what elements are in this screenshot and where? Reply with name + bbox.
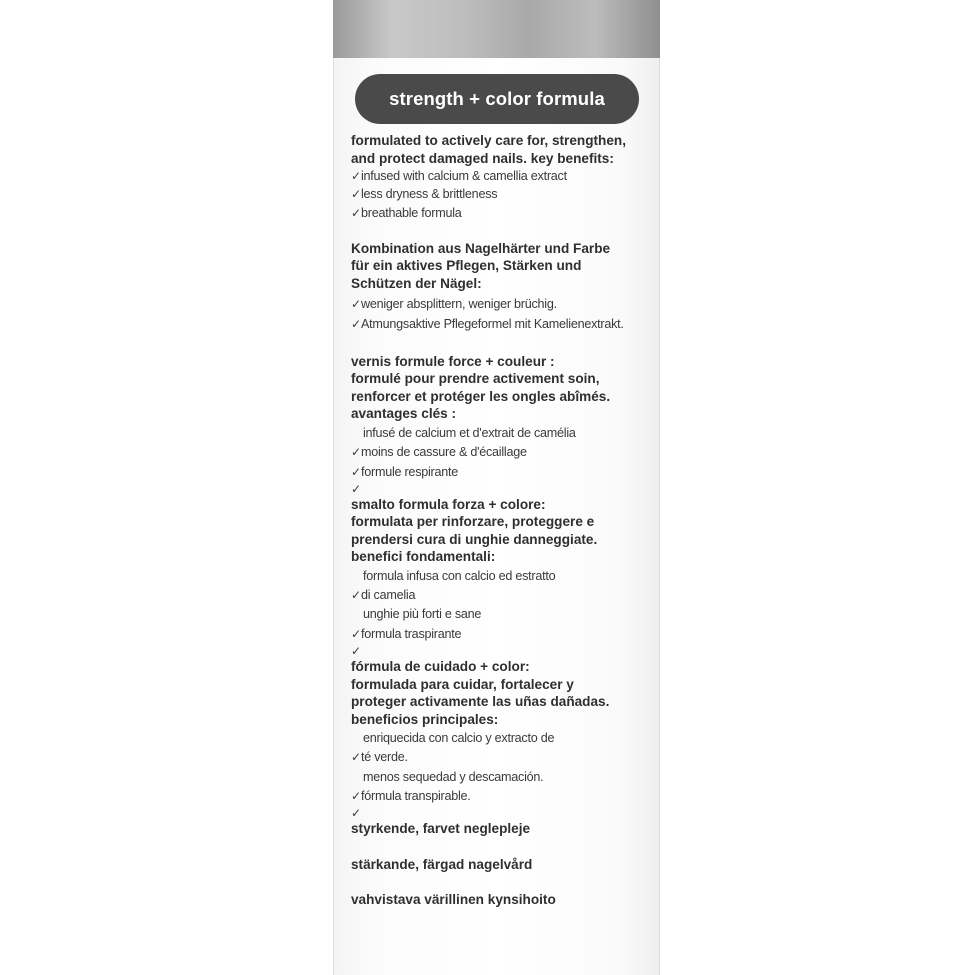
checkmark-icon: ✓ bbox=[351, 205, 361, 220]
french-section bbox=[351, 353, 656, 496]
checkmark-icon: ✓ bbox=[351, 806, 362, 821]
checkmark-icon: ✓ bbox=[351, 169, 361, 183]
french-heading-line: formulé pour prendre activement soin, bbox=[351, 371, 600, 387]
french-heading-line: avantages clés : bbox=[351, 406, 457, 422]
english-section bbox=[351, 132, 656, 223]
english-benefit: ✓breathable formula bbox=[351, 204, 656, 223]
italian-benefit: ✓di camelia bbox=[351, 586, 656, 605]
english-heading-line: formulated to actively care for, strengthen, bbox=[351, 133, 626, 148]
finnish-heading: vahvistava värillinen kynsihoito bbox=[351, 892, 556, 908]
spanish-heading-line: formulada para cuidar, fortalecer y bbox=[351, 676, 574, 692]
checkmark-icon: ✓ bbox=[351, 750, 361, 765]
italian-benefit: formula infusa con calcio ed estratto bbox=[363, 568, 556, 583]
french-heading-line: renforcer et protéger les ongles abîmés. bbox=[351, 388, 611, 404]
german-heading-line: für ein aktives Pflegen, Stärken und bbox=[351, 258, 582, 274]
german-heading-line: Schützen der Nägel: bbox=[351, 275, 482, 291]
italian-heading-line: benefici fondamentali: bbox=[351, 549, 496, 565]
checkmark-icon: ✓ bbox=[351, 464, 361, 479]
english-benefit: ✓less dryness & brittleness bbox=[351, 185, 656, 204]
spanish-heading-line: proteger activamente las uñas dañadas. bbox=[351, 694, 610, 710]
product-box-side-panel bbox=[333, 0, 660, 975]
swedish-heading: stärkande, färgad nagelvård bbox=[351, 856, 533, 872]
spanish-heading-line: beneficios principales: bbox=[351, 711, 499, 727]
checkmark-icon: ✓ bbox=[351, 481, 362, 496]
formula-badge: strength + color formula bbox=[355, 74, 639, 124]
french-heading-line: vernis formule force + couleur : bbox=[351, 353, 555, 369]
checkmark-icon: ✓ bbox=[351, 187, 361, 202]
french-benefit: ✓moins de cassure & d'écaillage bbox=[351, 443, 656, 462]
english-benefit: ✓infused with calcium & camellia extract bbox=[351, 167, 656, 186]
checkmark-icon: ✓ bbox=[351, 316, 361, 331]
spanish-section bbox=[351, 658, 656, 820]
spanish-benefit: menos sequedad y descamación. bbox=[363, 769, 544, 784]
product-description bbox=[351, 132, 656, 909]
italian-heading-line: prendersi cura di unghie danneggiate. bbox=[351, 531, 598, 547]
silver-cap bbox=[333, 0, 660, 58]
spanish-heading-line: fórmula de cuidado + color: bbox=[351, 659, 530, 675]
checkmark-icon: ✓ bbox=[351, 588, 361, 603]
checkmark-icon: ✓ bbox=[351, 626, 361, 641]
spanish-benefit: enriquecida con calcio y extracto de bbox=[363, 731, 555, 746]
french-benefit: infusé de calcium et d'extrait de camélia bbox=[363, 425, 576, 440]
italian-benefit: unghie più forti e sane bbox=[363, 607, 482, 622]
checkmark-icon: ✓ bbox=[351, 297, 361, 312]
german-benefit: ✓Atmungsaktive Pflegeformel mit Kamelienextrakt. bbox=[351, 315, 656, 334]
english-heading-line: and protect damaged nails. key benefits: bbox=[351, 150, 614, 166]
italian-benefit: ✓formula traspirante bbox=[351, 625, 656, 644]
italian-heading-line: formulata per rinforzare, proteggere e bbox=[351, 514, 595, 530]
french-benefit: ✓formule respirante bbox=[351, 463, 656, 482]
spanish-benefit: ✓té verde. bbox=[351, 748, 656, 767]
italian-heading-line: smalto formula forza + colore: bbox=[351, 496, 546, 512]
italian-section bbox=[351, 496, 656, 658]
checkmark-icon: ✓ bbox=[351, 788, 361, 803]
checkmark-icon: ✓ bbox=[351, 644, 362, 659]
checkmark-icon: ✓ bbox=[351, 445, 361, 460]
danish-heading: styrkende, farvet neglepleje bbox=[351, 821, 531, 837]
german-heading-line: Kombination aus Nagelhärter und Farbe bbox=[351, 240, 611, 256]
german-benefit: ✓weniger absplittern, weniger brüchig. bbox=[351, 295, 656, 314]
spanish-benefit: ✓fórmula transpirable. bbox=[351, 787, 656, 806]
german-section bbox=[351, 240, 656, 334]
